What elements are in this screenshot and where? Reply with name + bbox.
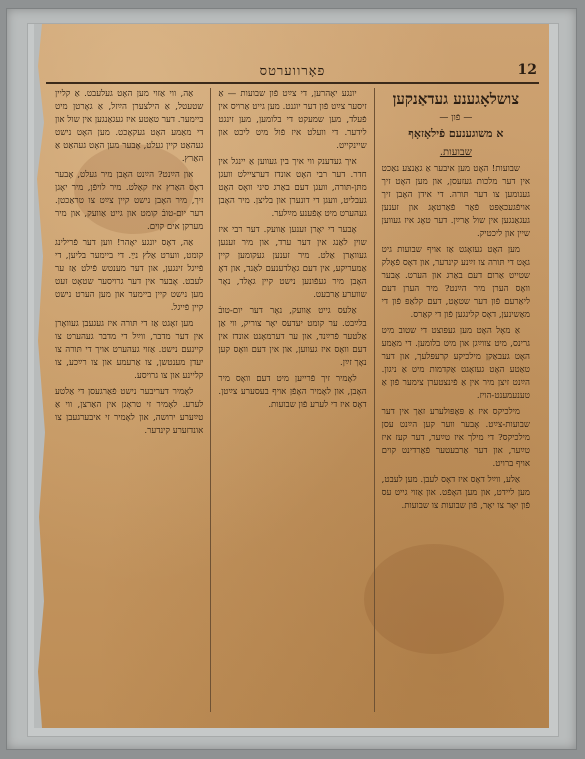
- paragraph: מילכיקס איז אַ פּאָפּולערע זאַך אין דער שבועות-צײַט. אָבער ווער קען הײַנט עסן מילכיקס? די מילך איז טײַער, דער קעז איז טײַער, און דער אַרבעטער פֿאַרדינט קוים אויף ברויט.: [381, 407, 530, 469]
- paragraph: מען זאָגט אַז די תּורה איז געגעבן געוואָרן אין דער מדבר, ווײַל די מדבר געהערט צו קיינעם נישט. אַזוי געהערט אויך די תּורה צו יעדן מענטשן, צו אַרעמע און צו רײַכע, צו קליינע און צו גרויסע.: [55, 319, 204, 381]
- section-heading: שבועות.: [439, 147, 472, 158]
- page-header: [46, 62, 539, 84]
- paragraph: מען האָט געזאָגט אַז אויף שבועות גיט גאָט די תּורה צו זײַנע קינדער, און דאָס פֿאָלק שטייט אַרום דעם באַרג און הערט. אָבער וואָס הערן מיר הײַנט? מיר הערן דעם ליאַרעם פֿון דער שטאָט, דעם קלאַפּ פֿון די מאַשינען, דאָס קלינגען פֿון די קאַרס.: [381, 245, 530, 320]
- paragraph: אַלע, ווײַל דאָס איז דאָס לעבן. מען לעבט, מען ליידט, און מען האָפֿט. און אַזוי גייט עס פֿון יאָר צו יאָר, פֿון שבועות צו שבועות.: [381, 475, 530, 511]
- paragraph: לאָמיר זיך פֿרייען מיט דעם וואָס מיר האָבן, און לאָמיר האָפֿן אויף בעסערע צײַטן. דאָס איז די לערע פֿון שבועות.: [218, 374, 367, 410]
- column-left: [48, 88, 211, 712]
- paragraph: אַ מאָל האָט מען געפּוצט די שטוב מיט גרינס, מיט צווײַגן און מיט בלומען. די מאַמע האָט געבאַקן מילכיקע קרעפּלעך, און דער טאַטע האָט געזאָגט אַקדמות מיט אַ ניגון. הײַנט זיצן מיר אין אַ פֿינצטערן צימער פֿון אַ טענעמענט-הויז.: [381, 326, 530, 401]
- paragraph: איך געדענק ווי איך בין געווען אַ יינגל אין חדר. דער רבי האָט אונדז דערציילט וועגן מתּן-תּורה, וועגן דעם באַרג סיני וואָס האָט געבליט, וועגן די דונערן און בליצן. מיר האָבן געהערט מיט אָפֿענע מײַלער.: [218, 157, 367, 219]
- newspaper-page: [34, 24, 549, 728]
- paragraph: און הײַנט? הײַנט האָבן מיר געלט, אָבער דאָס האַרץ איז קאַלט. מיר לויפֿן, מיר יאָגן זיך, מיר האָבן נישט קיין צײַט צו טראַכטן. דער יום-טובֿ קומט און גייט אַוועק, און מיר מערקן אים קוים.: [55, 170, 204, 232]
- page-number: 12: [517, 62, 537, 78]
- column-middle: [211, 88, 374, 712]
- paragraph: אַה, ווי אַזוי מען האָט געלעבט. אַ קליין שטעטל, אַ הילצערן הײַזל, אַ גאָרטן מיט ביימער. דער טאַטע איז געגאַנגען אין שול און די מאַמע האָט געקאָכט. מען האָט נישט געהאַט קיין געלט, אָבער מען האָט געהאַט אַ האַרץ.: [55, 89, 204, 164]
- paragraph: אַלעס גייט אַוועק, נאָר דער יום-טובֿ בלײַבט. ער קומט יעדעס יאָר צוריק, ווי אַן אַלטער פֿרײַנד, און ער דערמאָנט אונדז אין דעם וואָס איז געווען, און אין דעם וואָס קען נאָך זײַן.: [218, 306, 367, 368]
- paragraph: אָבער די יאָרן זענען אַוועק. דער רבי איז שוין לאַנג אין דער ערד, און מיר זענען געוואָרן אַלט. מיר זענען געקומען קיין אַמעריקע, אין דעם גאָלדענעם לאַנד, און דאָ האָבן מיר געפֿונען נישט קיין גאָלד, נאָר שווערע אַרבעט.: [218, 225, 367, 300]
- paragraph: אַה, דאָס יונגע יאָהר! ווען דער פֿרילינג קומט, ווערט אַלץ נײַ. די ביימער בליען, די פֿייגל זינגען, און דער מענטש פֿילט אַז ער לעבט. אָבער אין דער גרויסער שטאָט זעט מען נישט קיין ביימער און מען הערט נישט קיין פֿייגל.: [55, 238, 204, 313]
- text-columns: [48, 88, 537, 712]
- byline-separator: — פֿון —: [439, 113, 473, 123]
- newspaper-title: פאָרווערטס: [259, 64, 326, 79]
- article-title: צושלאָגענע געדאַנקען: [392, 90, 520, 108]
- paragraph: יונגע יאָהרען, די צײַט פֿון שבועות — אַ זיסער צײַט פֿון דער יוגנט. מען גייט אַרויס אין פֿעלד, מען שמעקט די בלומען, מען זינגט לידער. די וועלט איז פֿול מיט ליכט און שיינקייט.: [218, 89, 367, 151]
- paragraph: לאָמיר דעריבער נישט פֿאַרגעסן די אַלטע לערע. לאָמיר זי טראָגן אין האַרצן, ווי אַ טײַערע ירושה, און לאָמיר זי איבערגעבן צו אונדזערע קינדער.: [55, 387, 204, 436]
- column-right: [375, 88, 537, 712]
- article-byline: א משוגענעם פֿילאָזאָף: [408, 127, 504, 140]
- paragraph: שבועות! האָט מען איבער אַ גאַנצע נאַכט אין דער מלכות געזעסן, און מען האָט זיך גענומען צו דער תּורה. די אידן האָבן זיך אויפֿגעכאַפּט פֿאַר פֿאַרטאָג און זענען געגאַנגען אין שול אַרײַן. דער טאָג איז געווען שיין און ליכטיק.: [381, 164, 530, 239]
